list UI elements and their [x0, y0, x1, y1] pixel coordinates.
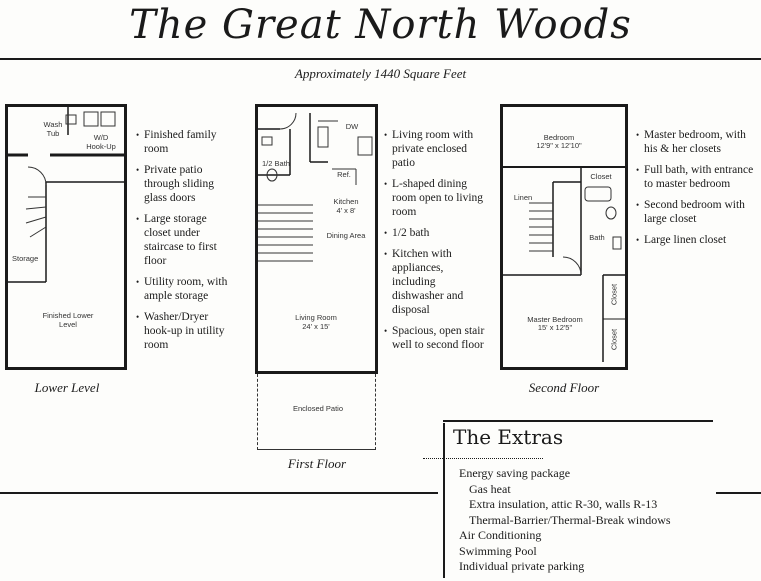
feature-item: • Spacious, open stair well to second floor [384, 324, 488, 352]
feature-item: • Utility room, with ample storage [136, 275, 236, 303]
lower-level-features [136, 128, 236, 359]
first-floor-caption: First Floor [287, 456, 347, 471]
kitchen-label: Kitchen [333, 197, 359, 206]
feature-item: • Full bath, with entrance to master bedroom [636, 163, 754, 191]
kitchen-dimensions: 4' x 8' [336, 206, 356, 215]
feature-item: • L-shaped dining room open to living room [384, 177, 488, 219]
extras-item: Energy saving package [459, 466, 571, 480]
refrigerator-label: Ref. [337, 170, 351, 179]
extras-item: Thermal-Barrier/Thermal-Break windows [469, 512, 671, 527]
extras-box [443, 420, 713, 578]
bedroom-label: Bedroom [543, 133, 575, 142]
extras-dotted-rule [423, 458, 543, 459]
second-floor-caption: Second Floor [528, 380, 600, 395]
enclosed-patio [257, 374, 376, 450]
closet-vertical-label-2: Closet [609, 328, 619, 351]
half-bath-label: 1/2 Bath [262, 159, 290, 168]
closet-vertical-label-1: Closet [609, 283, 619, 306]
wash-tub-label: Wash Tub [43, 120, 63, 138]
feature-item: • 1/2 bath [384, 226, 488, 240]
master-bedroom-dimensions: 15' x 12'5" [537, 323, 573, 332]
feature-item: • Washer/Dryer hook-up in utility room [136, 310, 236, 352]
lower-level-plan [5, 104, 127, 370]
bottom-rule-left [0, 492, 438, 494]
extras-top-rule [443, 420, 713, 422]
master-bedroom-label: Master Bedroom [527, 315, 583, 324]
living-room-label: Living Room [295, 313, 337, 322]
feature-item: • Second bedroom with large closet [636, 198, 754, 226]
lower-level-caption: Lower Level [34, 380, 100, 395]
enclosed-patio-label: Enclosed Patio [292, 404, 344, 413]
extras-item: Air Conditioning [459, 528, 542, 542]
square-footage: Approximately 1440 Square Feet [294, 66, 467, 81]
feature-item: • Large storage closet under staircase to first floor [136, 212, 236, 268]
feature-item: • Living room with private enclosed patio [384, 128, 488, 170]
dining-area-label: Dining Area [326, 231, 366, 240]
extras-item: Swimming Pool [459, 543, 537, 558]
page-title: The Great North Woods [129, 2, 632, 48]
first-floor-plan [255, 104, 378, 374]
bath-label: Bath [589, 233, 605, 242]
extras-item: Extra insulation, attic R-30, walls R-13 [469, 497, 658, 511]
feature-item: • Master bedroom, with his & her closets [636, 128, 754, 156]
finished-lower-level-label: Finished Lower Level [42, 311, 94, 329]
extras-item: Gas heat [469, 481, 511, 496]
feature-item: • Kitchen with appliances, including dishwasher and disposal [384, 247, 488, 317]
wd-hookup-label: W/D Hook-Up [86, 133, 116, 151]
bottom-rule-right [716, 492, 761, 494]
second-floor-features [636, 128, 754, 254]
storage-label: Storage [12, 254, 39, 263]
dishwasher-label: DW [345, 122, 359, 131]
second-floor-plan [500, 104, 628, 370]
extras-list [459, 466, 711, 575]
closet-label: Closet [590, 172, 612, 181]
linen-label: Linen [513, 193, 533, 202]
extras-item: Individual private parking [459, 559, 585, 573]
feature-item: • Private patio through sliding glass doors [136, 163, 236, 205]
extras-left-rule [443, 423, 445, 578]
living-room-dimensions: 24' x 15' [302, 322, 330, 331]
feature-item: • Large linen closet [636, 233, 754, 247]
extras-title: The Extras [453, 425, 564, 449]
first-floor-features [384, 128, 488, 359]
title-rule [0, 58, 761, 60]
bedroom-dimensions: 12'9" x 12'10" [536, 141, 582, 150]
feature-item: • Finished family room [136, 128, 236, 156]
